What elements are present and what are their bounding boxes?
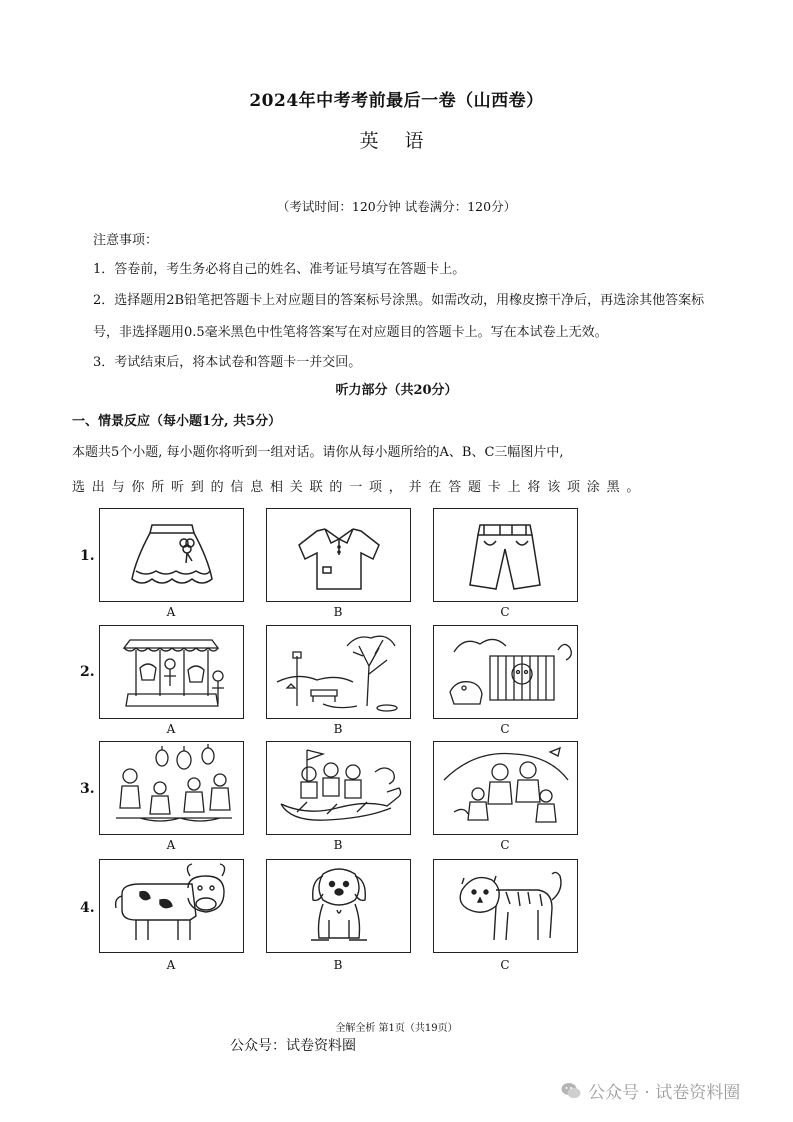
option-label: B: [333, 605, 343, 619]
wechat-icon: [560, 1080, 582, 1102]
part-heading: 一、情景反应（每小题1分, 共5分）: [72, 414, 282, 429]
watermark: [560, 1078, 740, 1103]
picture-dog: [266, 859, 411, 953]
option-label: C: [500, 722, 510, 736]
option-label: C: [500, 958, 510, 972]
question-number-3: 3.: [80, 781, 95, 797]
picture-shorts: [433, 508, 578, 602]
picture-carousel: [99, 625, 244, 719]
watermark-text: 公众号 · 试卷资料圈: [588, 1083, 741, 1103]
option-label: B: [333, 958, 343, 972]
picture-polo-shirt: [266, 508, 411, 602]
option-label: C: [500, 605, 510, 619]
question-number-1: 1.: [80, 548, 95, 564]
question-number-4: 4.: [80, 900, 95, 916]
exam-info: （考试时间：120分钟 试卷满分：120分）: [276, 199, 517, 214]
option-label: A: [166, 605, 176, 619]
gzh-label: 公众号：试卷资料圈: [230, 1038, 356, 1054]
option-label: A: [166, 722, 176, 736]
picture-tiger: [433, 859, 578, 953]
subject-title: 英 语: [359, 130, 434, 152]
picture-ox: [99, 859, 244, 953]
notice-item-3: 3．考试结束后，将本试卷和答题卡一并交回。: [93, 355, 362, 370]
option-label: A: [166, 958, 176, 972]
picture-park: [266, 625, 411, 719]
option-label: A: [166, 838, 176, 852]
picture-family-dinner-lanterns: [99, 741, 244, 835]
notice-item-2: 2．选择题用2B铅笔把答题卡上对应题目的答案标号涂黑。如需改动，用橡皮擦干净后，再选涂其他答案标号，非选择题用0.5毫米黑色中性笔将答案写在对应题目的答题卡上。写在本试卷上无效。: [93, 293, 705, 340]
section-title: 听力部分（共20分）: [335, 383, 458, 398]
notice-heading: 注意事项：: [93, 233, 159, 248]
question-number-2: 2.: [80, 664, 95, 680]
picture-skirt: [99, 508, 244, 602]
paper-title: 2024年中考考前最后一卷（山西卷）: [249, 91, 544, 111]
picture-family-gathering: [433, 741, 578, 835]
option-label: C: [500, 838, 510, 852]
option-label: B: [333, 838, 343, 852]
picture-zoo: [433, 625, 578, 719]
option-label: B: [333, 722, 343, 736]
instruction-line-2: 选出与你所听到的信息相关联的一项，并在答题卡上将该项涂黑。: [72, 480, 647, 495]
instruction-line-1: 本题共5个小题, 每小题你将听到一组对话。请你从每小题所给的A、B、C三幅图片中,: [72, 445, 564, 460]
picture-dragon-boat: [266, 741, 411, 835]
notice-item-1: 1．答卷前，考生务必将自己的姓名、准考证号填写在答题卡上。: [93, 262, 466, 277]
page-footer: 全解全析 第1页（共19页）: [335, 1023, 458, 1034]
